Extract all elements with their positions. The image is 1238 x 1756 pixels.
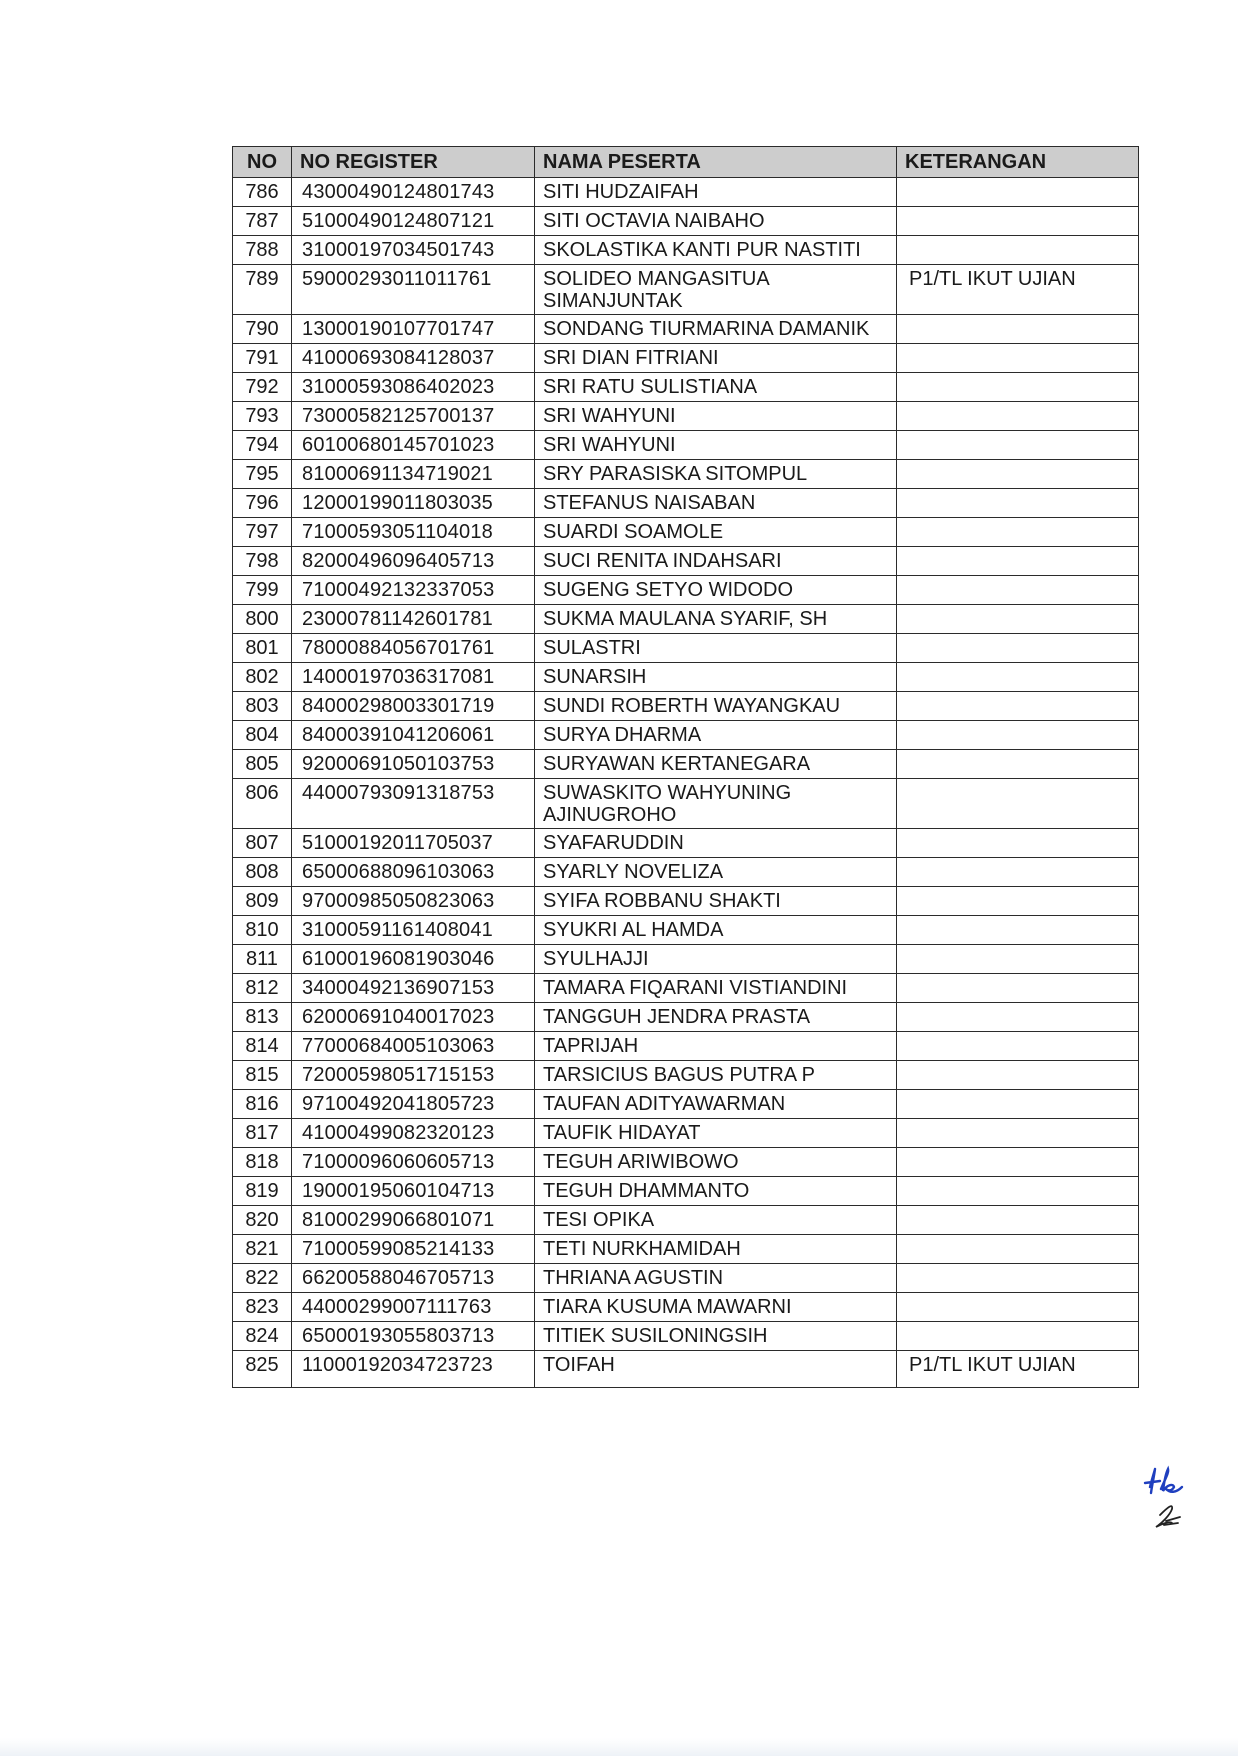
participant-table bbox=[232, 146, 1139, 1388]
cell-note bbox=[897, 207, 1139, 236]
table-row bbox=[233, 750, 1139, 779]
cell-note bbox=[897, 576, 1139, 605]
cell-register: 14000197036317081 bbox=[292, 663, 535, 692]
cell-name: SUNARSIH bbox=[535, 663, 897, 692]
cell-register: 31000197034501743 bbox=[292, 236, 535, 265]
table-row bbox=[233, 1322, 1139, 1351]
cell-note bbox=[897, 974, 1139, 1003]
cell-note bbox=[897, 779, 1139, 829]
table-row bbox=[233, 236, 1139, 265]
cell-register: 71000096060605713 bbox=[292, 1148, 535, 1177]
cell-name: TAUFAN ADITYAWARMAN bbox=[535, 1090, 897, 1119]
cell-name: TITIEK SUSILONINGSIH bbox=[535, 1322, 897, 1351]
cell-name: SYARLY NOVELIZA bbox=[535, 858, 897, 887]
cell-no: 824 bbox=[233, 1322, 292, 1351]
cell-register: 34000492136907153 bbox=[292, 974, 535, 1003]
cell-register: 19000195060104713 bbox=[292, 1177, 535, 1206]
cell-no: 809 bbox=[233, 887, 292, 916]
cell-no: 789 bbox=[233, 265, 292, 315]
cell-register: 81000691134719021 bbox=[292, 460, 535, 489]
cell-register: 77000684005103063 bbox=[292, 1032, 535, 1061]
table-row bbox=[233, 1061, 1139, 1090]
header-note: KETERANGAN bbox=[897, 147, 1139, 178]
cell-no: 805 bbox=[233, 750, 292, 779]
cell-no: 814 bbox=[233, 1032, 292, 1061]
cell-register: 13000190107701747 bbox=[292, 315, 535, 344]
cell-no: 798 bbox=[233, 547, 292, 576]
cell-register: 71000599085214133 bbox=[292, 1235, 535, 1264]
cell-name: SYIFA ROBBANU SHAKTI bbox=[535, 887, 897, 916]
cell-name: SITI HUDZAIFAH bbox=[535, 178, 897, 207]
table-row bbox=[233, 692, 1139, 721]
cell-name: TAUFIK HIDAYAT bbox=[535, 1119, 897, 1148]
cell-no: 796 bbox=[233, 489, 292, 518]
cell-note bbox=[897, 489, 1139, 518]
cell-no: 799 bbox=[233, 576, 292, 605]
table-row bbox=[233, 1235, 1139, 1264]
table-body bbox=[233, 178, 1139, 1388]
cell-name: TAMARA FIQARANI VISTIANDINI bbox=[535, 974, 897, 1003]
cell-note bbox=[897, 1119, 1139, 1148]
header-register: NO REGISTER bbox=[292, 147, 535, 178]
cell-no: 797 bbox=[233, 518, 292, 547]
table-row bbox=[233, 916, 1139, 945]
cell-no: 792 bbox=[233, 373, 292, 402]
cell-no: 808 bbox=[233, 858, 292, 887]
table-row bbox=[233, 431, 1139, 460]
cell-no: 820 bbox=[233, 1206, 292, 1235]
page-bottom-edge bbox=[0, 1738, 1238, 1756]
cell-name: SRI WAHYUNI bbox=[535, 431, 897, 460]
cell-note bbox=[897, 1177, 1139, 1206]
cell-note: P1/TL IKUT UJIAN bbox=[897, 265, 1139, 315]
cell-name: SKOLASTIKA KANTI PUR NASTITI bbox=[535, 236, 897, 265]
handwritten-initials bbox=[1140, 1465, 1190, 1545]
table-row bbox=[233, 518, 1139, 547]
cell-note bbox=[897, 663, 1139, 692]
cell-note: P1/TL IKUT UJIAN bbox=[897, 1351, 1139, 1388]
table-row bbox=[233, 887, 1139, 916]
cell-name: SURYA DHARMA bbox=[535, 721, 897, 750]
cell-note bbox=[897, 1264, 1139, 1293]
cell-no: 822 bbox=[233, 1264, 292, 1293]
cell-register: 43000490124801743 bbox=[292, 178, 535, 207]
cell-name: SULASTRI bbox=[535, 634, 897, 663]
cell-name: SUGENG SETYO WIDODO bbox=[535, 576, 897, 605]
cell-note bbox=[897, 1322, 1139, 1351]
cell-no: 794 bbox=[233, 431, 292, 460]
cell-no: 823 bbox=[233, 1293, 292, 1322]
cell-no: 793 bbox=[233, 402, 292, 431]
cell-register: 51000192011705037 bbox=[292, 829, 535, 858]
cell-no: 800 bbox=[233, 605, 292, 634]
cell-register: 66200588046705713 bbox=[292, 1264, 535, 1293]
cell-no: 825 bbox=[233, 1351, 292, 1388]
table-row bbox=[233, 634, 1139, 663]
cell-no: 807 bbox=[233, 829, 292, 858]
cell-register: 65000193055803713 bbox=[292, 1322, 535, 1351]
cell-no: 787 bbox=[233, 207, 292, 236]
cell-register: 23000781142601781 bbox=[292, 605, 535, 634]
cell-note bbox=[897, 916, 1139, 945]
cell-register: 72000598051715153 bbox=[292, 1061, 535, 1090]
cell-register: 59000293011011761 bbox=[292, 265, 535, 315]
cell-name: SUWASKITO WAHYUNING AJINUGROHO bbox=[535, 779, 897, 829]
cell-register: 84000298003301719 bbox=[292, 692, 535, 721]
table-row bbox=[233, 344, 1139, 373]
cell-name: SOLIDEO MANGASITUA SIMANJUNTAK bbox=[535, 265, 897, 315]
cell-name: TESI OPIKA bbox=[535, 1206, 897, 1235]
table-row bbox=[233, 663, 1139, 692]
table-row bbox=[233, 402, 1139, 431]
cell-no: 795 bbox=[233, 460, 292, 489]
cell-name: TANGGUH JENDRA PRASTA bbox=[535, 1003, 897, 1032]
table-row bbox=[233, 489, 1139, 518]
table-row bbox=[233, 1293, 1139, 1322]
cell-name: SITI OCTAVIA NAIBAHO bbox=[535, 207, 897, 236]
header-no: NO bbox=[233, 147, 292, 178]
cell-register: 65000688096103063 bbox=[292, 858, 535, 887]
table-row bbox=[233, 779, 1139, 829]
cell-name: STEFANUS NAISABAN bbox=[535, 489, 897, 518]
cell-note bbox=[897, 750, 1139, 779]
cell-no: 810 bbox=[233, 916, 292, 945]
cell-register: 12000199011803035 bbox=[292, 489, 535, 518]
table-row bbox=[233, 1003, 1139, 1032]
cell-note bbox=[897, 547, 1139, 576]
cell-note bbox=[897, 721, 1139, 750]
cell-name: SRI WAHYUNI bbox=[535, 402, 897, 431]
cell-no: 804 bbox=[233, 721, 292, 750]
handwritten-signature-icon bbox=[1156, 1506, 1180, 1527]
header-row bbox=[233, 147, 1139, 178]
cell-name: SYAFARUDDIN bbox=[535, 829, 897, 858]
cell-name: TEGUH ARIWIBOWO bbox=[535, 1148, 897, 1177]
cell-no: 815 bbox=[233, 1061, 292, 1090]
cell-register: 44000793091318753 bbox=[292, 779, 535, 829]
cell-note bbox=[897, 1293, 1139, 1322]
cell-no: 818 bbox=[233, 1148, 292, 1177]
cell-note bbox=[897, 1061, 1139, 1090]
cell-register: 97100492041805723 bbox=[292, 1090, 535, 1119]
cell-name: TAPRIJAH bbox=[535, 1032, 897, 1061]
cell-note bbox=[897, 692, 1139, 721]
cell-no: 791 bbox=[233, 344, 292, 373]
table-row bbox=[233, 178, 1139, 207]
cell-note bbox=[897, 373, 1139, 402]
cell-no: 812 bbox=[233, 974, 292, 1003]
cell-name: SRY PARASISKA SITOMPUL bbox=[535, 460, 897, 489]
cell-note bbox=[897, 858, 1139, 887]
cell-note bbox=[897, 1206, 1139, 1235]
header-name: NAMA PESERTA bbox=[535, 147, 897, 178]
cell-name: TOIFAH bbox=[535, 1351, 897, 1388]
cell-no: 806 bbox=[233, 779, 292, 829]
cell-register: 31000591161408041 bbox=[292, 916, 535, 945]
table-row bbox=[233, 829, 1139, 858]
cell-name: SYULHAJJI bbox=[535, 945, 897, 974]
cell-note bbox=[897, 1235, 1139, 1264]
cell-note bbox=[897, 945, 1139, 974]
cell-no: 819 bbox=[233, 1177, 292, 1206]
cell-note bbox=[897, 829, 1139, 858]
cell-name: SRI DIAN FITRIANI bbox=[535, 344, 897, 373]
cell-note bbox=[897, 236, 1139, 265]
cell-register: 41000499082320123 bbox=[292, 1119, 535, 1148]
cell-note bbox=[897, 1090, 1139, 1119]
cell-no: 821 bbox=[233, 1235, 292, 1264]
table-row bbox=[233, 1032, 1139, 1061]
table-row bbox=[233, 576, 1139, 605]
cell-note bbox=[897, 634, 1139, 663]
cell-note bbox=[897, 431, 1139, 460]
cell-register: 41000693084128037 bbox=[292, 344, 535, 373]
cell-name: TEGUH DHAMMANTO bbox=[535, 1177, 897, 1206]
cell-note bbox=[897, 1148, 1139, 1177]
table-row bbox=[233, 460, 1139, 489]
table-row bbox=[233, 945, 1139, 974]
cell-register: 71000492132337053 bbox=[292, 576, 535, 605]
cell-register: 51000490124807121 bbox=[292, 207, 535, 236]
cell-name: SYUKRI AL HAMDA bbox=[535, 916, 897, 945]
cell-no: 788 bbox=[233, 236, 292, 265]
table-row bbox=[233, 207, 1139, 236]
table-row bbox=[233, 605, 1139, 634]
cell-register: 60100680145701023 bbox=[292, 431, 535, 460]
cell-register: 97000985050823063 bbox=[292, 887, 535, 916]
cell-no: 816 bbox=[233, 1090, 292, 1119]
table-row bbox=[233, 1177, 1139, 1206]
cell-register: 78000884056701761 bbox=[292, 634, 535, 663]
cell-note bbox=[897, 1003, 1139, 1032]
table-row bbox=[233, 1351, 1139, 1388]
cell-name: SUARDI SOAMOLE bbox=[535, 518, 897, 547]
cell-register: 92000691050103753 bbox=[292, 750, 535, 779]
cell-name: SONDANG TIURMARINA DAMANIK bbox=[535, 315, 897, 344]
handwritten-initial-icon bbox=[1145, 1469, 1182, 1493]
cell-note bbox=[897, 344, 1139, 373]
cell-register: 82000496096405713 bbox=[292, 547, 535, 576]
cell-name: SUKMA MAULANA SYARIF, SH bbox=[535, 605, 897, 634]
cell-no: 813 bbox=[233, 1003, 292, 1032]
table-row bbox=[233, 265, 1139, 315]
cell-no: 811 bbox=[233, 945, 292, 974]
table-row bbox=[233, 1090, 1139, 1119]
cell-name: SRI RATU SULISTIANA bbox=[535, 373, 897, 402]
table-row bbox=[233, 373, 1139, 402]
table-row bbox=[233, 1206, 1139, 1235]
cell-note bbox=[897, 460, 1139, 489]
cell-name: THRIANA AGUSTIN bbox=[535, 1264, 897, 1293]
table-row bbox=[233, 1119, 1139, 1148]
table-row bbox=[233, 721, 1139, 750]
cell-no: 790 bbox=[233, 315, 292, 344]
cell-register: 44000299007111763 bbox=[292, 1293, 535, 1322]
cell-note bbox=[897, 518, 1139, 547]
cell-note bbox=[897, 402, 1139, 431]
table-row bbox=[233, 1264, 1139, 1293]
cell-no: 817 bbox=[233, 1119, 292, 1148]
cell-no: 802 bbox=[233, 663, 292, 692]
cell-note bbox=[897, 315, 1139, 344]
table-row bbox=[233, 974, 1139, 1003]
table-row bbox=[233, 315, 1139, 344]
cell-name: TIARA KUSUMA MAWARNI bbox=[535, 1293, 897, 1322]
cell-note bbox=[897, 178, 1139, 207]
cell-register: 84000391041206061 bbox=[292, 721, 535, 750]
cell-register: 61000196081903046 bbox=[292, 945, 535, 974]
cell-name: SURYAWAN KERTANEGARA bbox=[535, 750, 897, 779]
table-header bbox=[233, 147, 1139, 178]
cell-name: TETI NURKHAMIDAH bbox=[535, 1235, 897, 1264]
cell-note bbox=[897, 605, 1139, 634]
cell-register: 81000299066801071 bbox=[292, 1206, 535, 1235]
table-row bbox=[233, 547, 1139, 576]
cell-name: TARSICIUS BAGUS PUTRA P bbox=[535, 1061, 897, 1090]
cell-register: 11000192034723723 bbox=[292, 1351, 535, 1388]
table-row bbox=[233, 858, 1139, 887]
table-row bbox=[233, 1148, 1139, 1177]
cell-name: SUCI RENITA INDAHSARI bbox=[535, 547, 897, 576]
cell-register: 71000593051104018 bbox=[292, 518, 535, 547]
cell-no: 786 bbox=[233, 178, 292, 207]
cell-note bbox=[897, 1032, 1139, 1061]
cell-register: 62000691040017023 bbox=[292, 1003, 535, 1032]
cell-note bbox=[897, 887, 1139, 916]
cell-no: 801 bbox=[233, 634, 292, 663]
cell-register: 73000582125700137 bbox=[292, 402, 535, 431]
cell-no: 803 bbox=[233, 692, 292, 721]
cell-register: 31000593086402023 bbox=[292, 373, 535, 402]
cell-name: SUNDI ROBERTH WAYANGKAU bbox=[535, 692, 897, 721]
